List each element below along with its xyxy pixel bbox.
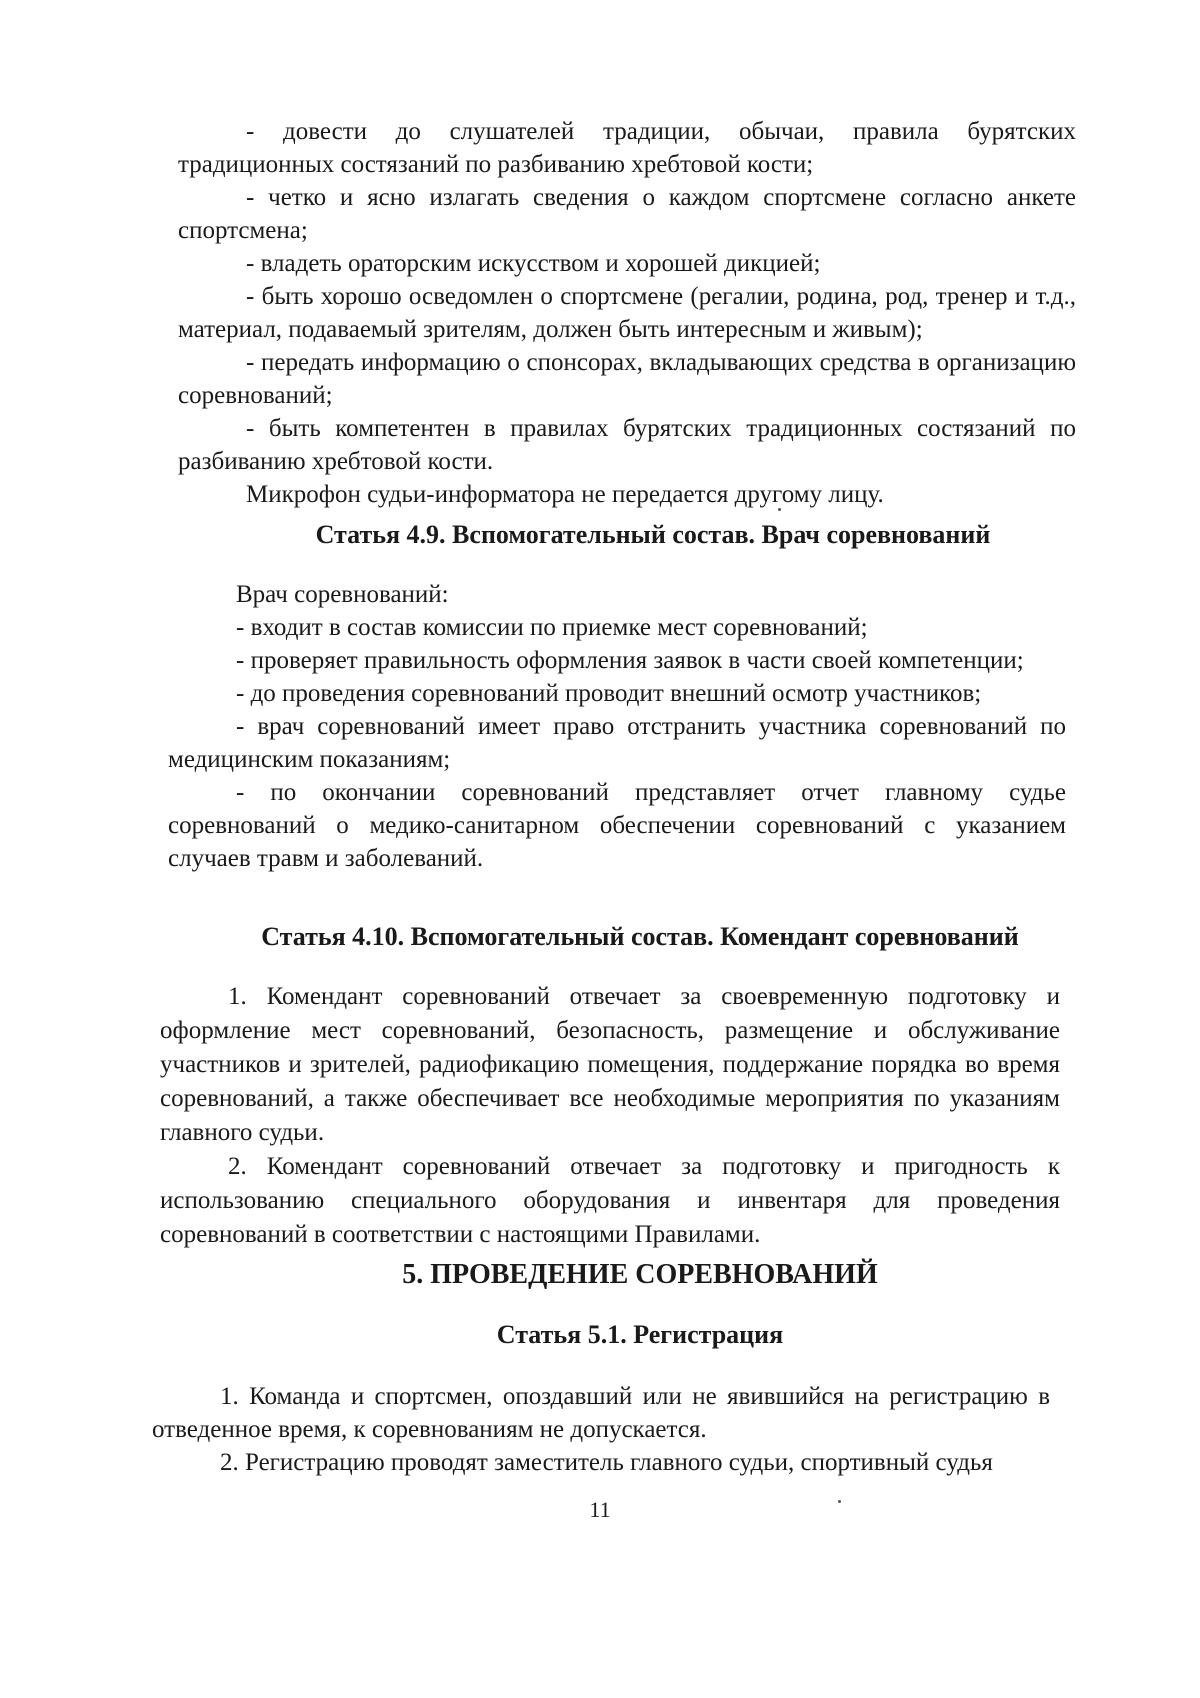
paragraph: - по окончании соревнований представляет отчет главному судье соревнований о медико-санитарном обеспечении соревнований с указанием случаев травм и заболеваний.	[168, 779, 1066, 872]
paragraph: - быть хорошо осведомлен о спортсмене (регалии, родина, род, тренер и т.д., материал, подаваемый зрителям, должен быть интересным и живым);	[178, 283, 1076, 343]
article-4-9-title: Статья 4.9. Вспомогательный состав. Врач соревнований	[315, 520, 991, 549]
page-number: 11	[589, 1497, 611, 1522]
paragraph: - передать информацию о спонсорах, вкладывающих средства в организацию соревнований;	[178, 349, 1076, 409]
chapter-5-title: 5. ПРОВЕДЕНИЕ СОРЕВНОВАНИЙ	[402, 1259, 878, 1290]
paragraph: 1. Команда и спортсмен, опоздавший или не явившийся на регистрацию в отведенное время, к соревнованиям не допускается.	[152, 1383, 1050, 1443]
scan-speck	[838, 1500, 841, 1503]
paragraph: - довести до слушателей традиции, обычаи, правила бурятских традиционных состязаний по разбиванию хребтовой кости;	[178, 118, 1076, 178]
article-5-1-body	[152, 1380, 1050, 1479]
article-4-9-body	[168, 578, 1066, 875]
article-4-10-body	[160, 980, 1060, 1252]
paragraph: Микрофон судьи-информатора не передается другому лицу.	[246, 481, 884, 508]
paragraph: Врач соревнований:	[236, 581, 449, 608]
paragraph: - входит в состав комиссии по приемке мест соревнований;	[236, 614, 868, 641]
paragraph: 2. Регистрацию проводят заместитель главного судьи, спортивный судья	[220, 1449, 993, 1476]
judge-informer-duties	[178, 115, 1076, 511]
article-5-1-title: Статья 5.1. Регистрация	[496, 1320, 784, 1349]
paragraph: 2. Комендант соревнований отвечает за подготовку и пригодность к использованию специального оборудования и инвентаря для проведения соревнований в соответствии с настоящими Правилами.	[160, 1153, 1060, 1248]
paragraph: - до проведения соревнований проводит внешний осмотр участников;	[236, 680, 982, 707]
paragraph: - владеть ораторским искусством и хорошей дикцией;	[246, 250, 821, 277]
article-4-10-title: Статья 4.10. Вспомогательный состав. Комендант соревнований	[261, 922, 1019, 951]
paragraph: - проверяет правильность оформления заявок в части своей компетенции;	[236, 647, 1024, 674]
paragraph: - четко и ясно излагать сведения о каждом спортсмене согласно анкете спортсмена;	[178, 184, 1076, 244]
paragraph: 1. Комендант соревнований отвечает за своевременную подготовку и оформление мест соревнований, безопасность, размещение и обслуживание участников и зрителей, радиофикацию помещения, поддержание порядка во время соревнований, а также обеспечивает все необходимые мероприятия по указаниям главного судьи.	[160, 983, 1060, 1146]
paragraph: - врач соревнований имеет право отстранить участника соревнований по медицинским показаниям;	[168, 713, 1066, 773]
paragraph: - быть компетентен в правилах бурятских традиционных состязаний по разбиванию хребтовой кости.	[178, 415, 1076, 475]
scan-speck	[778, 508, 781, 511]
